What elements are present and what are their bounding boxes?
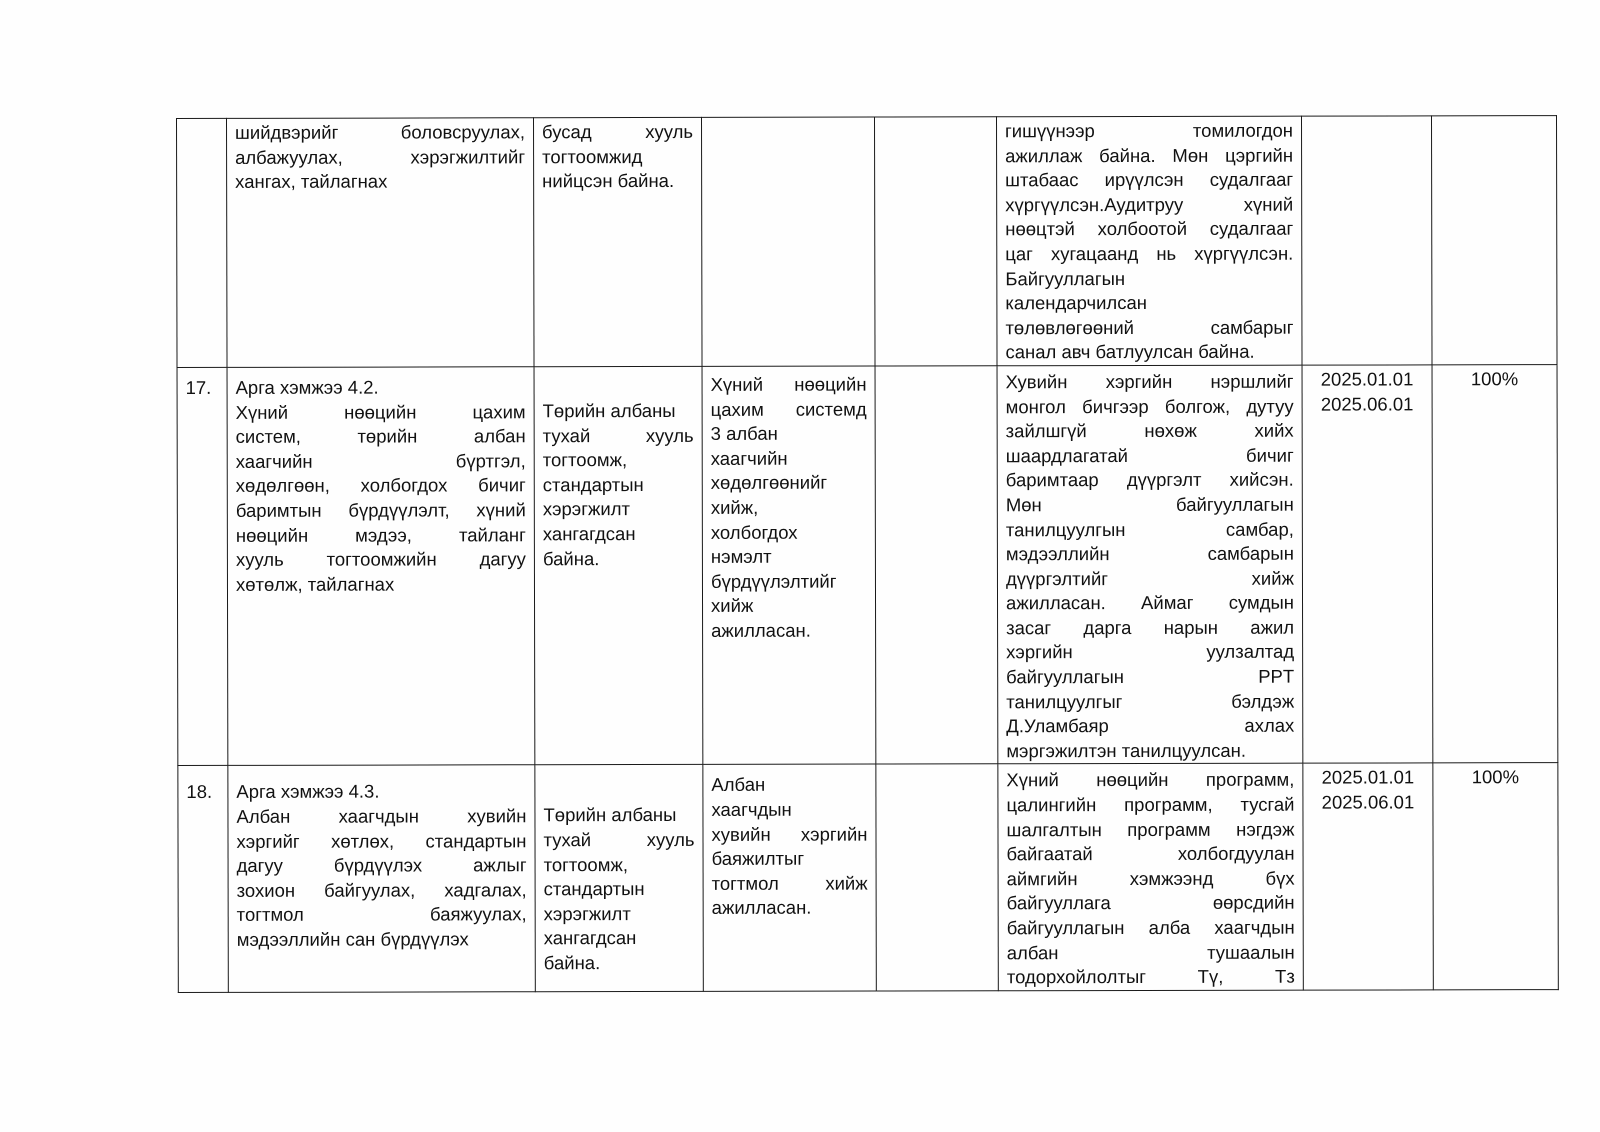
activity-line: систем, төрийн албан (235, 425, 526, 448)
activity-line: хаагчийн бүртгэл, (235, 449, 526, 472)
performed-cell (701, 117, 875, 366)
performed-line: хөдөлгөөнийг (710, 471, 828, 494)
table-row (177, 365, 1558, 766)
result-line: албан тушаалын (1006, 941, 1295, 963)
empty-cell (874, 117, 997, 366)
result-line: цалингийн программ, тусгай (1006, 793, 1295, 816)
table-row (178, 763, 1558, 992)
result-line: шаардлагатай бичиг (1005, 444, 1294, 466)
activity-line: хөтөлж, тайлагнах (235, 573, 395, 595)
performed-line: холбогдох (710, 521, 798, 543)
performed-line: хаагчийн (710, 447, 788, 469)
result-line: байгууллагын алба хаагчдын (1006, 916, 1295, 939)
activity-line: шийдвэрийг боловсруулах, (235, 121, 526, 143)
result-line: танилцуулгыг бэлдэж (1006, 690, 1295, 712)
activity-line: тогтмол баяжуулах, (236, 903, 527, 926)
result-line: Байгууллагын (1005, 267, 1126, 289)
activity-line: Хүний нөөцийн цахим (235, 400, 526, 423)
performed-line: хувийн хэргийн (711, 823, 868, 845)
result-line: аймгийн хэмжээнд бүх (1006, 867, 1295, 890)
result-line: байгаатай холбогдуулан (1006, 842, 1295, 865)
result-line: төлөвлөгөөний самбарыг (1005, 316, 1294, 339)
expected-result-cell (534, 366, 703, 765)
expected-line: хангагдсан (542, 522, 636, 545)
activity-line: хөдөлгөөн, холбогдох бичиг (235, 474, 526, 497)
activity-title: Арга хэмжээ 4.3. (236, 781, 380, 803)
result-line: Хүний нөөцийн программ, (1006, 769, 1295, 791)
result-line: Хувийн хэргийн нэршлийг (1005, 370, 1294, 393)
activity-line: дагуу бүрдүүлэх ажлыг (236, 854, 527, 877)
activity-line: хангах, тайлагнах (235, 170, 388, 193)
result-line: гишүүнээр томилогдон (1005, 119, 1294, 142)
result-cell (997, 365, 1303, 764)
activity-line: баримтын бүрдүүлэлт, хүний (235, 499, 526, 521)
expected-result-cell (534, 117, 703, 366)
percent-cell: 100% (1433, 763, 1558, 990)
date-cell (1303, 763, 1433, 990)
result-line: мэргэжилтэн танилцуулсан. (1006, 739, 1247, 762)
result-cell (998, 764, 1303, 991)
performed-line: цахим системд (710, 398, 867, 420)
expected-line: нийцсэн байна. (542, 170, 675, 192)
report-table (176, 115, 1559, 993)
expected-line: хангагдсан (543, 927, 637, 949)
expected-line: тогтоомжид (542, 145, 643, 167)
expected-line: тогтоомж, (542, 449, 628, 471)
activity-line: мэдээллийн сан бүрдүүлэх (236, 928, 469, 950)
activity-cell (227, 367, 535, 766)
expected-line: Төрийн албаны (542, 399, 676, 422)
expected-line: тухай хууль (542, 424, 694, 446)
performed-line: 3 албан (710, 422, 778, 445)
activity-title: Арга хэмжээ 4.2. (235, 376, 379, 398)
result-line: цаг хугацаанд нь хүргүүлсэн. (1005, 242, 1294, 265)
expected-line: тогтоомж, (543, 853, 628, 875)
result-line: хэргийн уулзалтад (1006, 641, 1295, 663)
result-line: мэдээллийн самбарын (1005, 542, 1294, 565)
row-number: 18. (178, 766, 228, 992)
expected-line: байна. (542, 547, 600, 569)
expected-result-cell (535, 765, 703, 992)
performed-line: тогтмол хийж (711, 872, 868, 894)
result-line: шалгалтын программ нэгдэж (1006, 818, 1295, 840)
performed-line: ажилласан. (711, 897, 812, 919)
activity-line: хууль тогтоомжийн дагуу (235, 548, 526, 570)
activity-cell (227, 118, 535, 368)
performed-line: ажилласан. (711, 619, 811, 641)
performed-line: бүрдүүлэлтийг (710, 570, 837, 592)
percent-cell: 100% (1432, 365, 1558, 764)
result-line: байгууллага өөрсдийн (1006, 892, 1295, 914)
date-cell (1302, 365, 1433, 764)
expected-line: хэрэгжилт (543, 902, 631, 925)
activity-line: нөөцийн мэдээ, тайланг (235, 523, 526, 546)
expected-line: стандартын (542, 473, 644, 495)
result-line: Мөн байгууллагын (1005, 493, 1294, 516)
result-line: календарчилсан (1005, 292, 1147, 314)
empty-cell (876, 764, 998, 991)
expected-line: тухай хууль (543, 828, 695, 851)
expected-line: хэрэгжилт (542, 498, 630, 520)
result-line: байгууллагын PPT (1006, 665, 1295, 688)
result-cell (996, 116, 1302, 366)
result-line: дүүргэлтийг хийж (1005, 567, 1294, 589)
result-line: танилцуулгын самбар, (1005, 518, 1294, 540)
row-number: 17. (177, 367, 228, 766)
start-date: 2025.01.01 (1321, 766, 1415, 789)
result-line: баримтаар дүүргэлт хийсэн. (1005, 468, 1294, 491)
result-line: санал авч батлуулсан байна. (1005, 341, 1255, 363)
result-line: засаг дарга нарын ажил (1006, 616, 1295, 639)
table-row (177, 116, 1558, 368)
percent-cell (1431, 116, 1557, 365)
expected-line: байна. (543, 952, 601, 974)
result-line: тодорхойлолтыг Тү, Тз (1006, 965, 1295, 988)
performed-line: баяжилтыг (711, 847, 805, 870)
expected-line: бусад хууль (542, 120, 694, 143)
result-line: нөөцтэй холбоотой судалгааг (1005, 218, 1294, 240)
performed-line: нэмэлт (710, 545, 772, 567)
performed-line: хийж (711, 595, 754, 617)
activity-line: Албан хаагчдын хувийн (236, 805, 527, 827)
expected-line: стандартын (543, 878, 645, 900)
performed-line: хийж, (710, 496, 759, 518)
result-line: ажиллаж байна. Мөн цэргийн (1005, 144, 1294, 166)
result-line: монгол бичгээр болгож, дутуу (1005, 395, 1294, 417)
activity-line: зохион байгуулах, хадгалах, (236, 879, 527, 901)
end-date: 2025.06.01 (1320, 392, 1414, 415)
result-line: хүргүүлсэн.Аудитруу хүний (1005, 193, 1294, 216)
performed-line: Албан (711, 774, 766, 796)
result-line: Д.Уламбаяр ахлах (1006, 714, 1295, 737)
result-line: штабаас ирүүлсэн судалгааг (1005, 168, 1294, 191)
row-number (177, 118, 228, 367)
start-date: 2025.01.01 (1320, 368, 1414, 390)
result-line: зайлшгүй нөхөж хийх (1005, 419, 1294, 442)
empty-cell (875, 366, 998, 765)
activity-line: хэргийг хөтлөх, стандартын (236, 829, 527, 852)
expected-line: Төрийн албаны (543, 804, 677, 826)
result-line: ажилласан. Аймаг сумдын (1005, 591, 1295, 614)
activity-line: албажуулах, хэрэгжилтийг (235, 145, 526, 168)
end-date: 2025.06.01 (1321, 791, 1415, 813)
performed-cell (703, 764, 876, 991)
performed-line: Хүний нөөцийн (710, 373, 867, 395)
date-cell (1301, 116, 1432, 365)
performed-cell (702, 366, 876, 765)
activity-cell (228, 765, 535, 992)
performed-line: хаагчдын (711, 798, 792, 820)
